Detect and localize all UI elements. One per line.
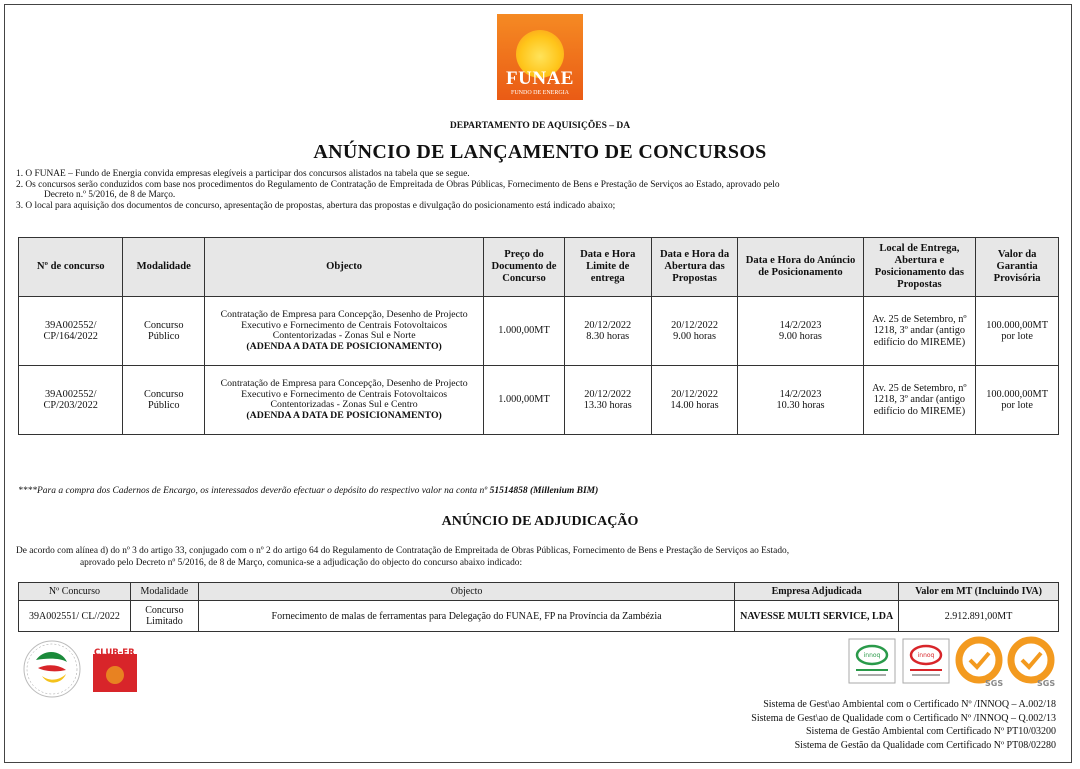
table-row [19, 366, 1059, 435]
tender-opening [651, 366, 738, 435]
adjudication-paragraph [16, 546, 1066, 569]
sgs-label-2: SGS [1037, 679, 1056, 688]
tender-deadline [564, 366, 651, 435]
deposit-note-text: ****Para a compra dos Cadernos de Encargo, os interessados deverão efectuar o depósito do respectivo valor na conta nº [18, 486, 490, 496]
adj-company: NAVESSE MULTI SERVICE, LDA [735, 601, 899, 632]
adj-col-company: Empresa Adjudicada [735, 583, 899, 601]
deposit-account: 51514858 (Millenium BIM) [489, 486, 599, 496]
tender-object-note: (ADENDA A DATA DE POSICIONAMENTO) [246, 340, 442, 352]
tender-location: Av. 25 de Setembro, nº 1218, 3º andar (antigo edifício do MIREME) [863, 366, 976, 435]
adjudication-title: ANÚNCIO DE ADJUDICAÇÃO [441, 514, 639, 529]
sgs-seal-1-icon [954, 636, 1004, 688]
col-object: Objecto [205, 238, 484, 297]
adjudication-line-2: aprovado pelo Decreto nº 5/2016, de 8 de Março, comunica-se a adjudicação do objecto do concurso abaixo indicado: [80, 557, 523, 568]
ranking-time: 9.00 horas [779, 331, 822, 342]
adjudication-line-1: De acordo com alínea d) do nº 3 do artigo 33, conjugado com o nº 2 do artigo 64 do Regulamento de Contratação de Empreitada de Obras Públicas, Fornecimento de Bens e Prestação de Serviços ao Estado, [16, 546, 790, 556]
club-er-logo-icon [92, 645, 138, 693]
col-number: Nº de concurso [19, 238, 123, 297]
tender-ranking [738, 366, 863, 435]
deadline-time: 13.30 horas [583, 400, 632, 411]
deadline-date: 20/12/2022 [584, 319, 632, 331]
deposit-note [18, 486, 598, 496]
intro-item-1: 1. O FUNAE – Fundo de Energia convida empresas elegíveis a participar dos concursos alistados na tabela que se segue. [16, 169, 470, 179]
ranking-time: 10.30 horas [776, 400, 825, 411]
opening-time: 9.00 horas [673, 331, 716, 342]
tender-object-note: (ADENDA A DATA DE POSICIONAMENTO) [246, 409, 442, 421]
col-deadline: Data e Hora Limite de entrega [564, 238, 651, 297]
col-location: Local de Entrega, Abertura e Posicionamento das Propostas [863, 238, 976, 297]
innoq-quality-seal-icon [902, 638, 950, 684]
logo-subtitle: FUNDO DE ENERGIA [511, 90, 569, 96]
ranking-date: 14/2/2023 [779, 319, 822, 331]
intro-item-2-cont: Decreto n.º 5/2016, de 8 de Março. [44, 190, 176, 201]
tender-object-text: Contratação de Empresa para Concepção, Desenho de Projecto Executivo e Fornecimento de Centrais Fotovoltaicos Contentorizadas - Zonas Sul e Centro [220, 378, 468, 410]
opening-date: 20/12/2022 [671, 388, 719, 400]
page-title: ANÚNCIO DE LANÇAMENTO DE CONCURSOS [313, 141, 767, 163]
opening-time: 14.00 horas [670, 400, 719, 411]
adj-number: 39A002551/ CL//2022 [19, 601, 131, 632]
adjudication-header-row [19, 583, 1059, 601]
tender-deadline [564, 297, 651, 366]
adj-col-modality: Modalidade [130, 583, 198, 601]
adj-object: Fornecimento de malas de ferramentas para Delegação do FUNAE, FP na Província da Zambézia [198, 601, 734, 632]
innoq-label-2: innoq [917, 652, 935, 659]
tenders-table [18, 237, 1059, 435]
club-er-label: CLUB-ER [94, 648, 135, 658]
col-guarantee: Valor da Garantia Provisória [976, 238, 1059, 297]
tender-number: 39A002552/ CP/164/2022 [19, 297, 123, 366]
sgs-seal-2-icon [1006, 636, 1056, 688]
table-row [19, 601, 1059, 632]
tender-object-text: Contratação de Empresa para Concepção, Desenho de Projecto Executivo e Fornecimento de Centrais Fotovoltaicos Contentorizadas - Zonas Sul e Norte [220, 309, 468, 341]
adj-col-number: Nº Concurso [19, 583, 131, 601]
tender-opening [651, 297, 738, 366]
tender-object [205, 297, 484, 366]
cert-line: Sistema de Gestão Ambiental com Certificado Nº PT10/03200 [806, 726, 1056, 737]
innoq-environment-seal-icon [848, 638, 896, 684]
table-row [19, 297, 1059, 366]
cert-line: Sistema de Gestão da Qualidade com Certificado Nº PT08/02280 [794, 739, 1056, 751]
adj-col-value: Valor em MT (Incluindo IVA) [899, 583, 1059, 601]
col-price: Preço do Documento de Concurso [484, 238, 565, 297]
adj-value: 2.912.891,00MT [899, 601, 1059, 632]
deadline-date: 20/12/2022 [584, 388, 632, 400]
tender-ranking [738, 297, 863, 366]
deadline-time: 8.30 horas [586, 331, 630, 342]
col-opening: Data e Hora da Abertura das Propostas [651, 238, 738, 297]
department-heading: DEPARTAMENTO DE AQUISIÇÕES – DA [449, 121, 631, 131]
sgs-label-1: SGS [985, 679, 1004, 688]
intro-item-2: 2. Os concursos serão conduzidos com base nos procedimentos do Regulamento de Contratação de Empreitada de Obras Públicas, Fornecimento de Bens e Prestação de Serviços ao Estado, aprovado pelo [16, 179, 780, 190]
cert-line: Sistema de Gest\ao de Qualidade com o Certificado Nº /INNOQ – Q.002/13 [751, 712, 1056, 724]
tender-location: Av. 25 de Setembro, nº 1218, 3º andar (antigo edifício do MIREME) [863, 297, 976, 366]
col-modality: Modalidade [123, 238, 205, 297]
funae-logo [497, 14, 583, 100]
logo-brand: FUNAE [506, 68, 574, 89]
cert-line: Sistema de Gest\ao Ambiental com o Certificado Nº /INNOQ – A.002/18 [763, 699, 1056, 710]
innoq-label-1: innoq [863, 652, 881, 659]
made-in-mozambique-seal-icon [22, 638, 82, 700]
intro-paragraphs [16, 169, 1066, 212]
tender-modality: Concurso Público [123, 366, 205, 435]
adj-modality: Concurso Limitado [130, 601, 198, 632]
tender-price: 1.000,00MT [484, 366, 565, 435]
tender-guarantee: 100.000,00MT por lote [976, 297, 1059, 366]
adjudication-table [18, 582, 1059, 632]
tender-guarantee: 100.000,00MT por lote [976, 366, 1059, 435]
intro-item-3: 3. O local para aquisição dos documentos de concurso, apresentação de propostas, abertura das propostas e divulgação do posicionamento está indicado abaixo; [16, 201, 616, 212]
certifications-list [751, 698, 1056, 752]
tender-modality: Concurso Público [123, 297, 205, 366]
adj-col-object: Objecto [198, 583, 734, 601]
opening-date: 20/12/2022 [671, 319, 719, 331]
tender-price: 1.000,00MT [484, 297, 565, 366]
tender-object [205, 366, 484, 435]
col-ranking: Data e Hora do Anúncio de Posicionamento [738, 238, 863, 297]
table-header-row [19, 238, 1059, 297]
tender-number: 39A002552/ CP/203/2022 [19, 366, 123, 435]
ranking-date: 14/2/2023 [779, 388, 822, 400]
